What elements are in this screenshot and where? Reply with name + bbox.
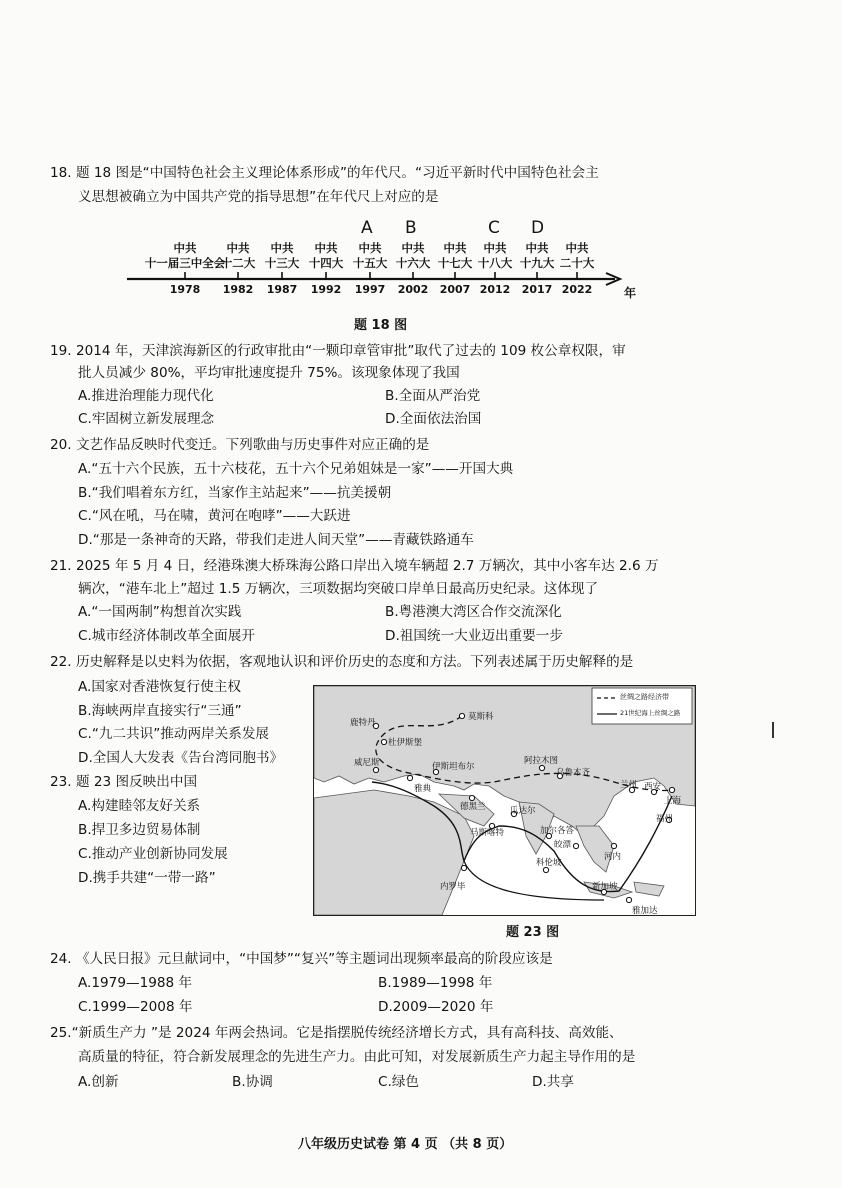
q24-option-c[interactable]: C.1999—2008 年 — [78, 999, 193, 1015]
place-istanbul: 伊斯坦布尔 — [432, 762, 475, 772]
timeline-event-congress: 十九大 — [519, 256, 555, 270]
q19-stem-line1: 19. 2014 年，天津滨海新区的行政审批由“一颗印章管审批”取代了过去的 109 枚公章权限，审 — [50, 343, 626, 359]
place-xian: 西安 — [644, 782, 662, 792]
place-duisburg: 杜伊斯堡 — [388, 738, 423, 748]
q20-option-b[interactable]: B.“我们唱着东方红，当家作主站起来”——抗美援朝 — [78, 485, 392, 501]
q24-option-d[interactable]: D.2009—2020 年 — [378, 999, 494, 1015]
timeline-event-congress: 十二大 — [220, 256, 256, 270]
legend-sea-route: 21世纪海上丝绸之路 — [620, 709, 681, 717]
q23-option-c[interactable]: C.推动产业创新协同发展 — [78, 846, 228, 862]
q25-option-d[interactable]: D.共享 — [532, 1074, 574, 1090]
q23-caption: 题 23 图 — [506, 925, 560, 940]
timeline-year: 1982 — [222, 283, 254, 296]
place-muscat: 马斯喀特 — [470, 828, 505, 838]
q22-option-a[interactable]: A.国家对香港恢复行使主权 — [78, 679, 241, 695]
place-moscow: 莫斯科 — [468, 712, 494, 722]
q19-option-a[interactable]: A.推进治理能力现代化 — [78, 388, 214, 404]
q18-caption: 题 18 图 — [354, 318, 408, 333]
timeline-event-congress: 十三大 — [264, 256, 300, 270]
place-colombo: 科伦坡 — [536, 858, 562, 868]
q21-option-d[interactable]: D.祖国统一大业迈出重要一步 — [385, 628, 563, 644]
q18-letter-a: A — [361, 218, 373, 238]
timeline-year: 1987 — [266, 283, 298, 296]
q21-stem-line2: 辆次，“港车北上”超过 1.5 万辆次，三项数据均突破口岸单日最高历史纪录。这体现了 — [78, 581, 599, 597]
timeline-year: 2012 — [479, 283, 511, 296]
timeline-year: 2022 — [561, 283, 593, 296]
q18-axis-unit: 年 — [624, 286, 637, 300]
q25-stem-line2: 高质量的特征，符合新发展理念的先进生产力。由此可知，对发展新质生产力起主导作用的是 — [78, 1049, 636, 1065]
timeline-event-congress: 二十大 — [559, 256, 595, 270]
q21-option-a[interactable]: A.“一国两制”构想首次实践 — [78, 604, 242, 620]
q18-letter-c: C — [488, 218, 500, 238]
q20-option-a[interactable]: A.“五十六个民族，五十六枝花，五十六个兄弟姐妹是一家”——开国大典 — [78, 461, 514, 477]
q23-option-a[interactable]: A.构建睦邻友好关系 — [78, 798, 201, 814]
q24-stem: 24. 《人民日报》元旦献词中，“中国梦”“复兴”等主题词出现频率最高的阶段应该是 — [50, 951, 553, 967]
timeline-event-party: 中共 — [270, 241, 294, 255]
place-fuzhou: 福州 — [656, 814, 674, 824]
timeline-event-party: 中共 — [173, 241, 197, 255]
q18-letter-d: D — [531, 218, 545, 238]
timeline-event-party: 中共 — [226, 241, 250, 255]
timeline-year: 2007 — [439, 283, 471, 296]
q19-stem-line2: 批人员减少 80%，平均审批速度提升 75%。该现象体现了我国 — [78, 365, 460, 381]
q24-option-b[interactable]: B.1989—1998 年 — [378, 975, 493, 991]
legend-land-route: 丝绸之路经济带 — [620, 693, 669, 701]
timeline-event-party: 中共 — [401, 241, 425, 255]
place-kyaukphyu: 皎漂 — [554, 840, 572, 850]
q19-option-d[interactable]: D.全面依法治国 — [385, 411, 482, 427]
place-rotterdam: 鹿特丹 — [350, 718, 376, 728]
q25-option-b[interactable]: B.协调 — [232, 1074, 273, 1090]
timeline-year: 2017 — [521, 283, 553, 296]
q23-stem: 23. 题 23 图反映出中国 — [50, 774, 198, 790]
timeline-event-party: 中共 — [314, 241, 338, 255]
q23-option-b[interactable]: B.捍卫多边贸易体制 — [78, 822, 201, 838]
timeline-event-congress: 十八大 — [477, 256, 513, 270]
timeline-event-party: 中共 — [565, 241, 589, 255]
q22-option-d[interactable]: D.全国人大发表《告台湾同胞书》 — [78, 750, 284, 766]
timeline-event-congress: 十四大 — [308, 256, 344, 270]
q24-option-a[interactable]: A.1979—1988 年 — [78, 975, 193, 991]
q21-stem-line1: 21. 2025 年 5 月 4 日，经港珠澳大桥珠海公路口岸出入境车辆超 2.7 万辆次，其中小客车达 2.6 万 — [50, 558, 659, 574]
place-venice: 威尼斯 — [354, 758, 380, 768]
timeline-event-party: 中共 — [525, 241, 549, 255]
timeline-event-party: 中共 — [483, 241, 507, 255]
place-nairobi: 内罗毕 — [440, 882, 466, 892]
q23-option-d[interactable]: D.携手共建“一带一路” — [78, 870, 216, 886]
timeline-year: 1992 — [310, 283, 342, 296]
q18-stem-line1: 18. 题 18 图是“中国特色社会主义理论体系形成”的年代尺。“习近平新时代中国特色社会主 — [50, 165, 599, 181]
timeline-year: 2002 — [397, 283, 429, 296]
place-singapore: 新加坡 — [592, 882, 618, 892]
place-gwadar: 瓜达尔 — [510, 806, 536, 816]
timeline-event-congress: 十五大 — [352, 256, 388, 270]
place-almaty: 阿拉木图 — [524, 756, 559, 766]
place-tehran: 德黑兰 — [460, 802, 486, 812]
q22-stem: 22. 历史解释是以史料为依据，客观地认识和评价历史的态度和方法。下列表述属于历史解释的是 — [50, 654, 634, 670]
timeline-event-congress: 十一届三中全会 — [144, 256, 226, 270]
timeline-event-congress: 十六大 — [395, 256, 431, 270]
q20-option-c[interactable]: C.“风在吼，马在啸，黄河在咆哮”——大跃进 — [78, 508, 351, 524]
timeline-year: 1997 — [354, 283, 386, 296]
place-urumqi: 乌鲁木齐 — [556, 768, 591, 778]
q18-stem-line2: 义思想被确立为中国共产党的指导思想”在年代尺上对应的是 — [78, 189, 439, 205]
timeline-event-party: 中共 — [443, 241, 467, 255]
scan-mark — [772, 722, 774, 738]
place-kolkata: 加尔各答 — [540, 826, 575, 836]
q25-option-c[interactable]: C.绿色 — [378, 1074, 420, 1090]
q21-option-c[interactable]: C.城市经济体制改革全面展开 — [78, 628, 255, 644]
place-hanoi: 河内 — [604, 852, 622, 862]
timeline-year: 1978 — [169, 283, 201, 296]
q22-option-c[interactable]: C.“九二共识”推动两岸关系发展 — [78, 726, 270, 742]
q19-option-b[interactable]: B.全面从严治党 — [385, 388, 481, 404]
page-footer: 八年级历史试卷 第 4 页 （共 8 页） — [298, 1137, 513, 1152]
timeline-event-congress: 十七大 — [437, 256, 473, 270]
q25-stem-line1: 25.“新质生产力 ”是 2024 年两会热词。它是指摆脱传统经济增长方式，具有高科技、高效能、 — [50, 1025, 623, 1041]
timeline-event-party: 中共 — [358, 241, 382, 255]
q20-stem: 20. 文艺作品反映时代变迁。下列歌曲与历史事件对应正确的是 — [50, 437, 430, 453]
q21-option-b[interactable]: B.粤港澳大湾区合作交流深化 — [385, 604, 562, 620]
place-athens: 雅典 — [414, 784, 432, 794]
place-lanzhou: 兰州 — [620, 780, 638, 790]
q23-belt-and-road-map — [313, 685, 696, 916]
place-jakarta: 雅加达 — [632, 906, 658, 916]
q18-letter-b: B — [405, 218, 417, 238]
q25-option-a[interactable]: A.创新 — [78, 1074, 119, 1090]
q22-option-b[interactable]: B.海峡两岸直接实行“三通” — [78, 703, 242, 719]
q19-option-c[interactable]: C.牢固树立新发展理念 — [78, 411, 215, 427]
place-shanghai: 上海 — [664, 796, 682, 806]
q20-option-d[interactable]: D.“那是一条神奇的天路，带我们走进人间天堂”——青藏铁路通车 — [78, 532, 474, 548]
